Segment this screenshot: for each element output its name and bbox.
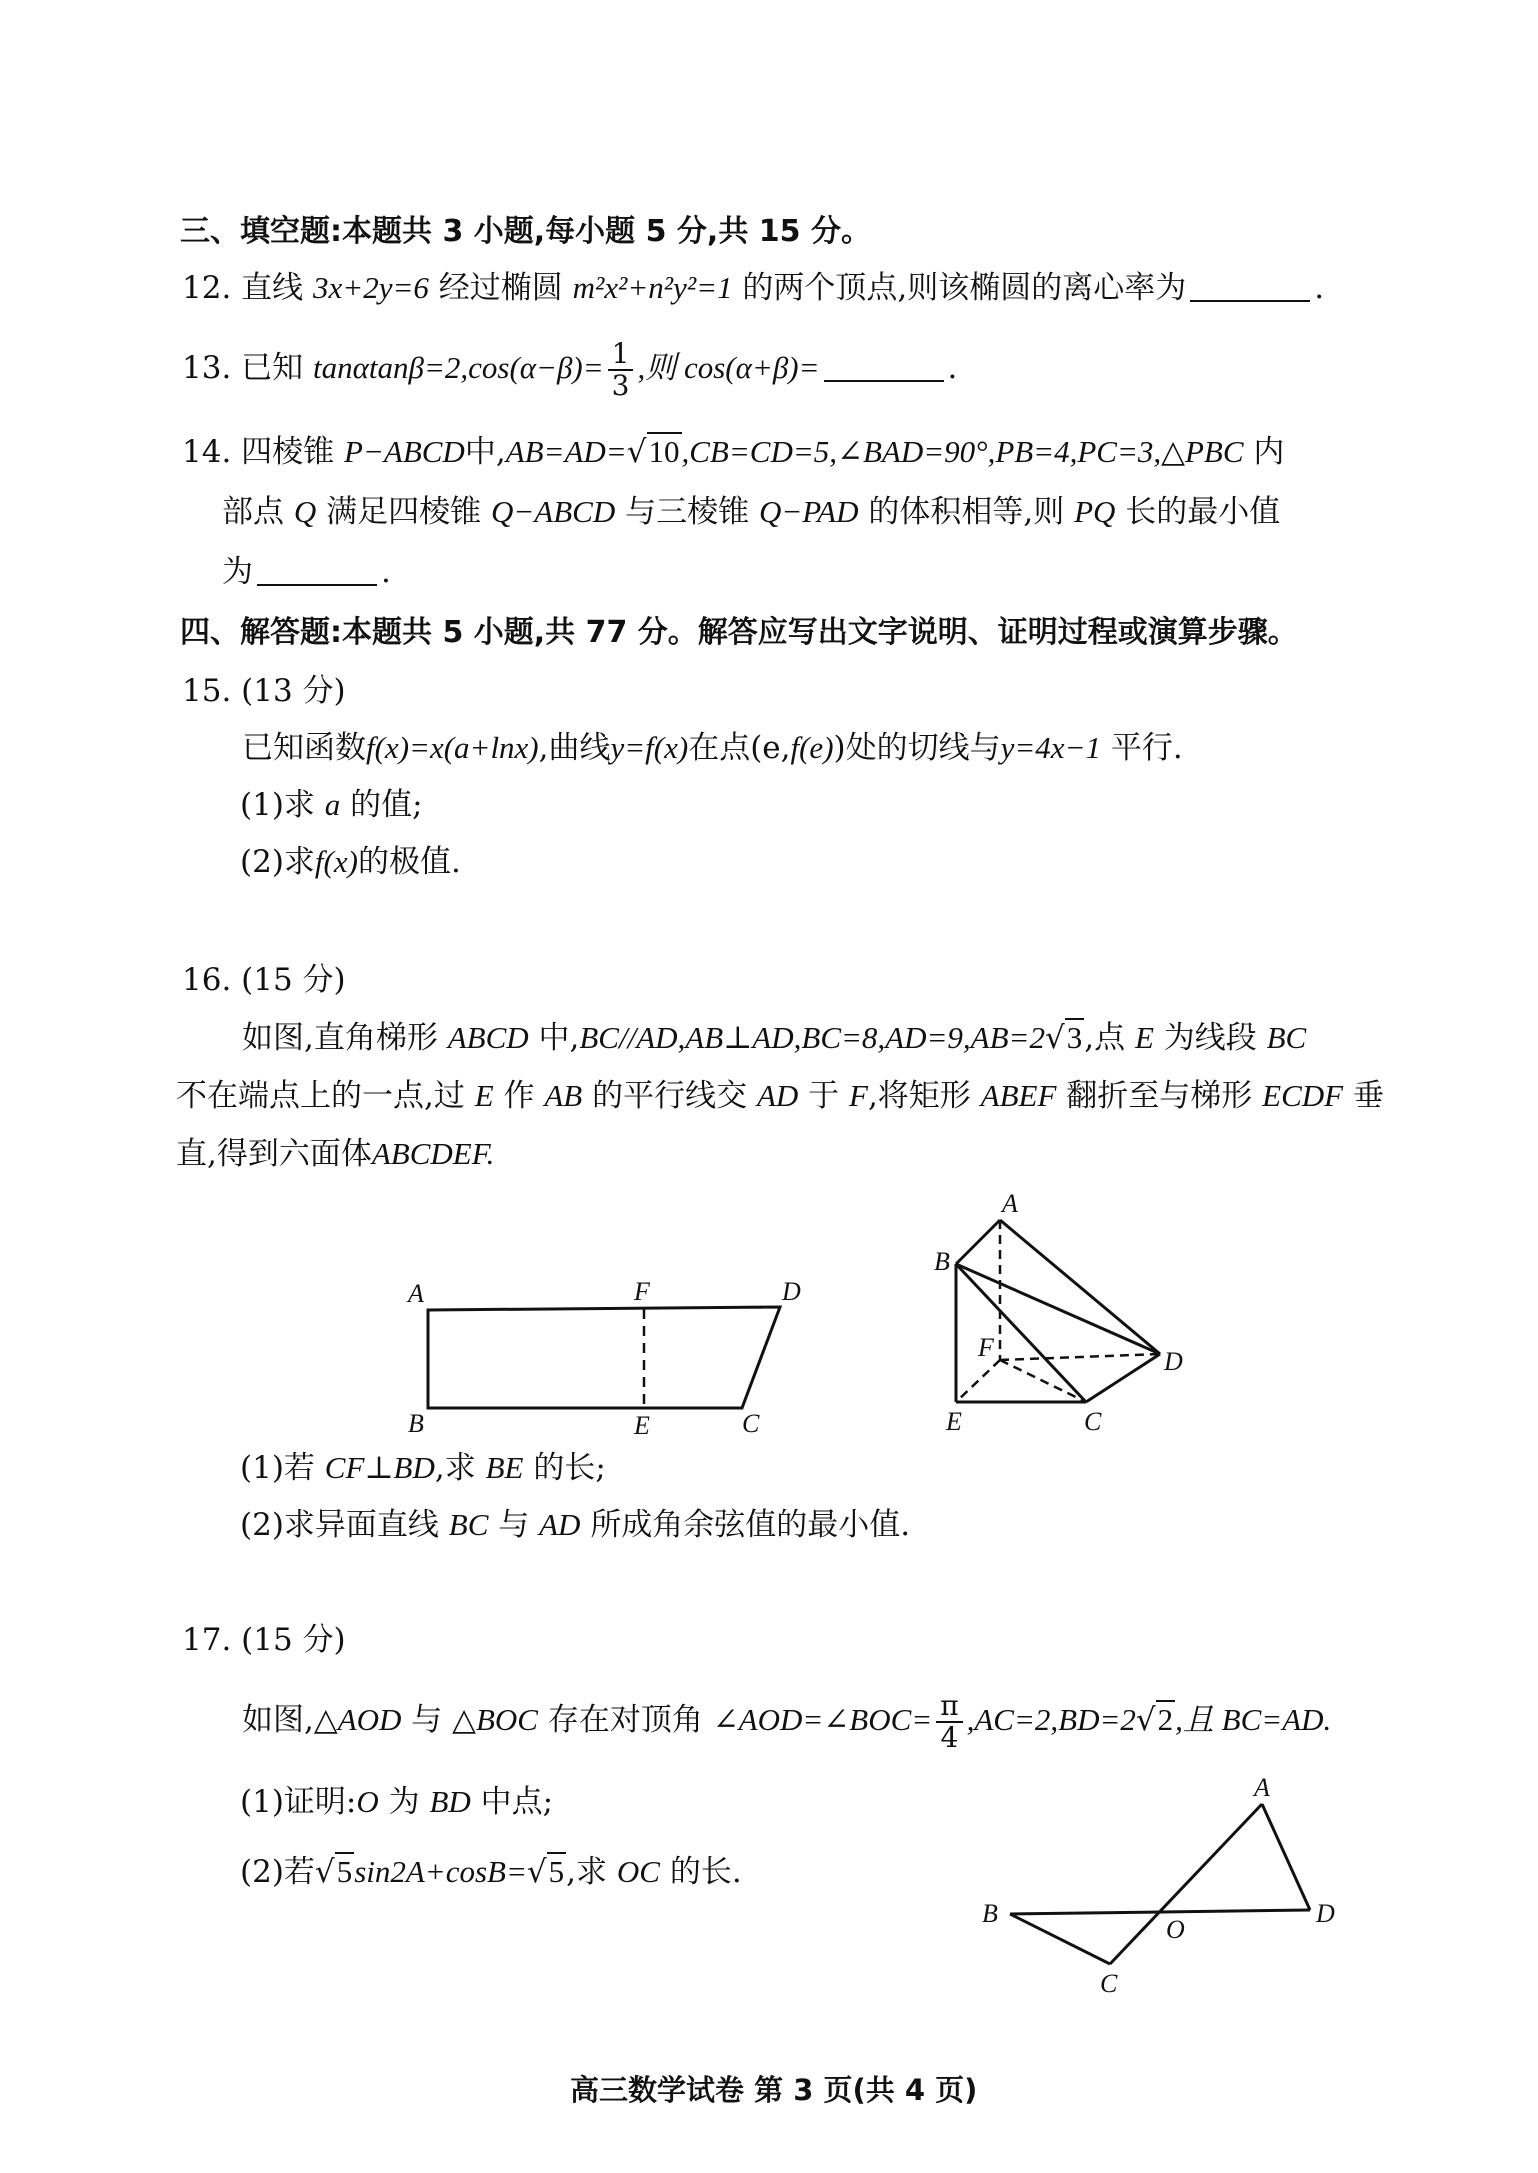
q12-number: 12. <box>182 270 232 306</box>
fig2-label-c: C <box>1084 1407 1102 1436</box>
q17-part-1: (1)证明:O 为 BD 中点; <box>240 1784 554 1820</box>
q14-number: 14. <box>182 434 232 470</box>
q14-sqrt-10: 10 <box>648 434 680 469</box>
page-footer: 高三数学试卷 第 3 页(共 4 页) <box>570 2073 978 2107</box>
q15-part-2: (2)求f(x)的极值. <box>240 844 461 880</box>
q17-fraction-numerator: π <box>936 1691 962 1723</box>
q17-triangles-figure <box>970 1770 1350 2000</box>
fig2-label-e: E <box>946 1407 962 1436</box>
q16-line-2: 不在端点上的一点,过 E 作 AB 的平行线交 AD 于 F,将矩形 ABEF 翻折至与梯形 ECDF 垂 <box>176 1078 1384 1114</box>
q17-sqrt-5-right: 5 <box>548 1854 565 1889</box>
q13-fraction <box>608 336 634 402</box>
fig3-label-b: B <box>982 1899 998 1928</box>
q16-sqrt-3: 3 <box>1066 1020 1083 1055</box>
q13-text-post: ,则 cos(α+β)= <box>637 350 820 385</box>
fig2-label-b: B <box>934 1247 950 1276</box>
q12-ellipse-equation: m²x²+n²y²=1 <box>572 270 733 305</box>
fig1-label-b: B <box>408 1409 424 1438</box>
fig2-label-d: D <box>1164 1347 1183 1376</box>
question-13: 13. 已知 tanαtanβ=2,cos(α−β)= $\frac{1}{3}$ ,则 cos(α+β)= . <box>182 336 958 402</box>
q12-text-pre: 直线 <box>241 270 304 306</box>
q16-header: 16. (15 分) <box>182 962 346 998</box>
q12-text-mid: 经过椭圆 <box>438 270 563 306</box>
question-14-line-3: 为 . <box>222 554 391 590</box>
trapezoid-outline <box>428 1307 780 1408</box>
fig1-label-c: C <box>742 1409 760 1438</box>
section-4-header: 四、解答题:本题共 5 小题,共 77 分。解答应写出文字说明、证明过程或演算步骤。 <box>180 615 1298 650</box>
q17-header: 17. (15 分) <box>182 1622 346 1658</box>
q15-header: 15. (13 分) <box>182 673 346 709</box>
q16-part-2: (2)求异面直线 BC 与 AD 所成角余弦值的最小值. <box>240 1507 911 1543</box>
segment-bc <box>1010 1914 1110 1964</box>
fig3-label-o: O <box>1166 1915 1185 1944</box>
section-3-header: 三、填空题:本题共 3 小题,每小题 5 分,共 15 分。 <box>180 214 871 249</box>
q12-answer-blank[interactable] <box>1190 270 1310 302</box>
question-14-line-2: 部点 Q 满足四棱锥 Q−ABCD 与三棱锥 Q−PAD 的体积相等,则 PQ 长的最小值 <box>222 494 1281 530</box>
q17-part-2: (2)若√5sin2A+cosB=√5,求 OC 的长. <box>240 1854 742 1890</box>
q17-fraction-denominator: 4 <box>940 1720 959 1754</box>
q14-answer-blank[interactable] <box>257 554 377 586</box>
q16-line-1: 如图,直角梯形 ABCD 中,BC//AD,AB⊥AD,BC=8,AD=9,AB=2√3,点 E 为线段 BC <box>242 1020 1307 1056</box>
q13-condition: tanαtanβ=2,cos(α−β)= <box>313 350 604 385</box>
fig3-label-a: A <box>1254 1773 1270 1802</box>
q12-text-post: 的两个顶点,则该椭圆的离心率为 <box>742 270 1187 306</box>
q16-solid-figure <box>920 1189 1183 1450</box>
fig1-label-f: F <box>634 1277 650 1306</box>
fig2-label-f: F <box>978 1333 994 1362</box>
q16-trapezoid-figure <box>390 1260 830 1440</box>
fig1-label-a: A <box>408 1279 424 1308</box>
fig1-label-d: D <box>782 1277 801 1306</box>
q15-statement: 已知函数f(x)=x(a+lnx),曲线y=f(x)在点(e,f(e))处的切线与y=4x−1 平行. <box>242 730 1183 766</box>
q13-fraction-numerator: 1 <box>608 339 634 371</box>
segment-ad <box>1262 1804 1310 1910</box>
q17-line-1: 如图,△AOD 与 △BOC 存在对顶角 ∠AOD=∠BOC= $\frac{\pi}{4}$ ,AC=2,BD=2√2,且 BC=AD. <box>242 1688 1332 1754</box>
fig3-label-d: D <box>1316 1899 1335 1928</box>
question-12: 12. 直线 3x+2y=6 经过椭圆 m²x²+n²y²=1 的两个顶点,则该椭圆的离心率为 . <box>182 270 1325 306</box>
q13-answer-blank[interactable] <box>824 350 944 382</box>
q13-fraction-denominator: 3 <box>611 368 630 402</box>
q16-part-1: (1)若 CF⊥BD,求 BE 的长; <box>240 1450 606 1486</box>
question-14-line-1: 14. 四棱锥 P−ABCD中,AB=AD=√10,CB=CD=5,∠BAD=90°,PB=4,PC=3,△PBC 内 <box>182 434 1285 470</box>
q17-sqrt-5-left: 5 <box>336 1854 353 1889</box>
q16-line-3: 直,得到六面体ABCDEF. <box>176 1136 495 1172</box>
q13-number: 13. <box>182 350 232 386</box>
fig3-label-c: C <box>1100 1969 1118 1998</box>
q13-text-pre: 已知 <box>241 350 304 386</box>
q17-sqrt-2: 2 <box>1157 1702 1174 1737</box>
q15-part-1: (1)求 a 的值; <box>240 787 423 823</box>
q17-fraction <box>936 1688 962 1754</box>
q12-line-equation: 3x+2y=6 <box>313 270 429 305</box>
fig1-label-e: E <box>634 1411 650 1440</box>
fig2-label-a: A <box>1002 1189 1018 1218</box>
segment-ac <box>1110 1804 1262 1964</box>
